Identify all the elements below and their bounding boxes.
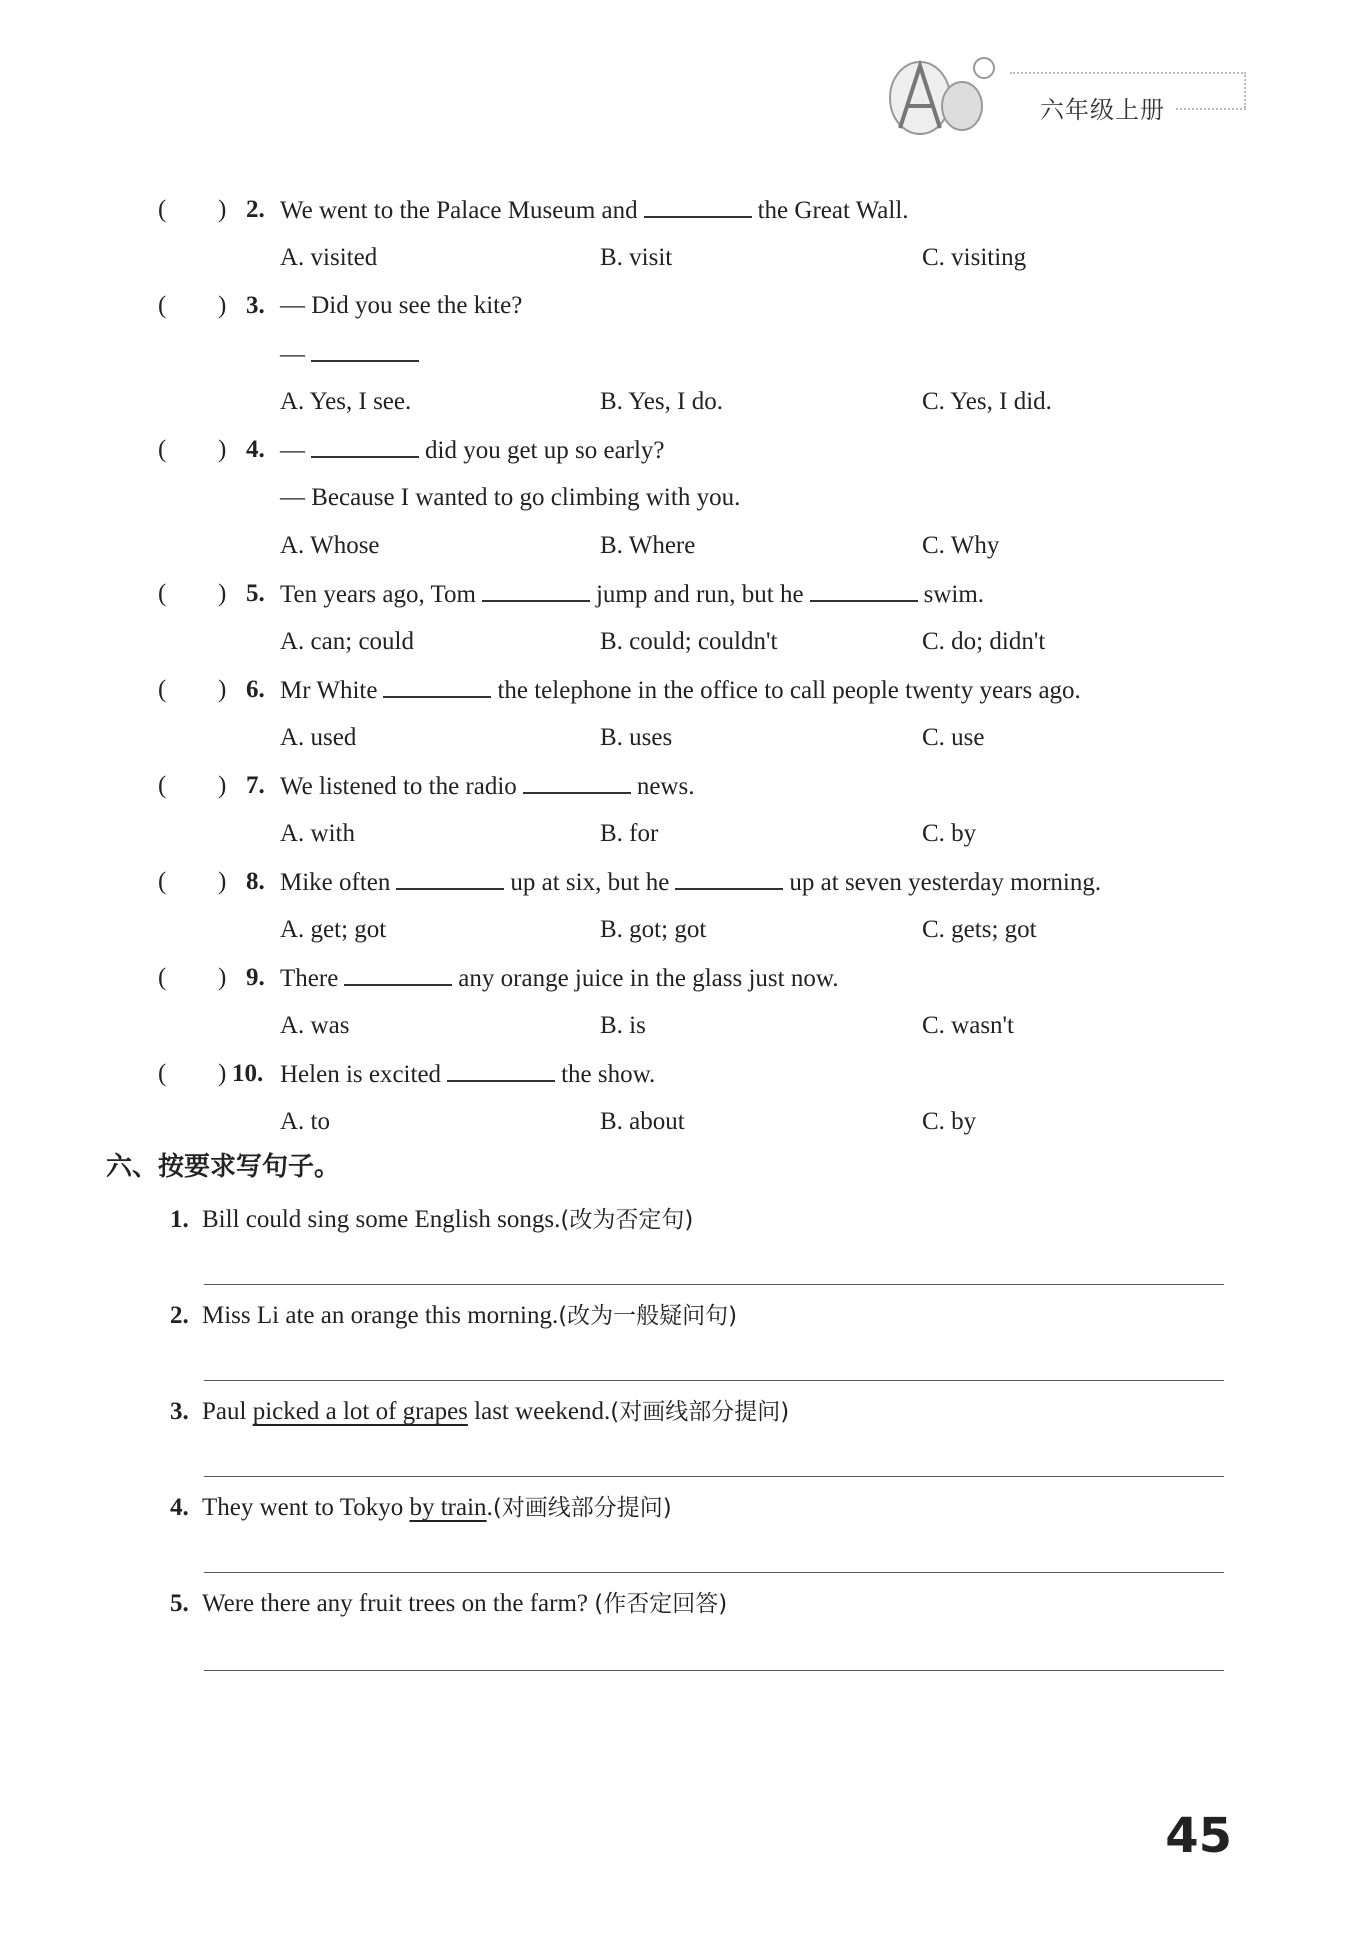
answer-paren-close[interactable]: ) — [218, 292, 227, 319]
question-number: 7. — [246, 772, 265, 799]
underlined-phrase: picked a lot of grapes — [252, 1398, 468, 1425]
item-number: 1. — [170, 1206, 189, 1233]
option-a[interactable]: A. Whose — [280, 532, 380, 559]
item-requirement: (改为一般疑问句) — [558, 1303, 738, 1329]
answer-paren-close[interactable]: ) — [218, 1060, 227, 1087]
fill-blank[interactable] — [675, 862, 783, 890]
rewrite-item-5 — [0, 1584, 1350, 1624]
option-b[interactable]: B. uses — [600, 724, 673, 751]
question-3-answer-line — [0, 334, 1350, 374]
section-six-title: 六、按要求写句子。 — [106, 1152, 341, 1182]
option-a[interactable]: A. get; got — [280, 916, 387, 943]
fill-blank[interactable] — [447, 1054, 555, 1082]
question-5 — [0, 574, 1350, 614]
question-8 — [0, 862, 1350, 902]
item-text: They went to Tokyo by train.(对画线部分提问) — [202, 1494, 672, 1521]
item-requirement: (对画线部分提问) — [492, 1495, 672, 1521]
question-5-options — [0, 622, 1350, 662]
option-c[interactable]: C. gets; got — [922, 916, 1037, 943]
rewrite-item-1 — [0, 1200, 1350, 1240]
item-number: 3. — [170, 1398, 189, 1425]
item-text: Paul picked a lot of grapes last weekend.(对画线部分提问) — [202, 1398, 790, 1425]
answer-paren-open: ( — [158, 436, 167, 463]
option-a[interactable]: A. visited — [280, 244, 378, 271]
question-6-options — [0, 718, 1350, 758]
question-text: Helen is excited the show. — [280, 1054, 655, 1095]
answer-paren-close[interactable]: ) — [218, 676, 227, 703]
answer-writing-line[interactable] — [204, 1284, 1224, 1285]
question-number: 6. — [246, 676, 265, 703]
item-requirement: (改为否定句) — [560, 1207, 694, 1233]
option-c[interactable]: C. Yes, I did. — [922, 388, 1052, 415]
answer-writing-line[interactable] — [204, 1380, 1224, 1381]
option-c[interactable]: C. use — [922, 724, 985, 751]
answer-paren-close[interactable]: ) — [218, 196, 227, 223]
question-number: 8. — [246, 868, 265, 895]
option-c[interactable]: C. wasn't — [922, 1012, 1015, 1039]
question-number: 2. — [246, 196, 265, 223]
answer-paren-open: ( — [158, 196, 167, 223]
question-text: We listened to the radio news. — [280, 766, 694, 807]
question-9 — [0, 958, 1350, 998]
item-text: Miss Li ate an orange this morning.(改为一般疑问句) — [202, 1302, 738, 1329]
answer-line-text: — — [280, 334, 425, 375]
question-8-options — [0, 910, 1350, 950]
option-b[interactable]: B. Yes, I do. — [600, 388, 723, 415]
underlined-phrase: by train — [409, 1494, 487, 1521]
item-text: Bill could sing some English songs.(改为否定句) — [202, 1206, 694, 1233]
option-a[interactable]: A. can; could — [280, 628, 414, 655]
option-a[interactable]: A. with — [280, 820, 355, 847]
option-c[interactable]: C. do; didn't — [922, 628, 1046, 655]
item-number: 4. — [170, 1494, 189, 1521]
question-text: — did you get up so early? — [280, 430, 665, 471]
answer-writing-line[interactable] — [204, 1572, 1224, 1573]
option-a[interactable]: A. used — [280, 724, 357, 751]
question-text: There any orange juice in the glass just now. — [280, 958, 839, 999]
question-7 — [0, 766, 1350, 806]
fill-blank[interactable] — [383, 670, 491, 698]
header-dotted-rule-lower — [1176, 108, 1246, 110]
fill-blank[interactable] — [344, 958, 452, 986]
fill-blank[interactable] — [523, 766, 631, 794]
option-c[interactable]: C. by — [922, 820, 977, 847]
question-7-options — [0, 814, 1350, 854]
question-4-options — [0, 526, 1350, 566]
page-number: 45 — [1165, 1808, 1232, 1864]
dialogue-reply: — Because I wanted to go climbing with you. — [280, 484, 741, 511]
page-header — [880, 48, 1250, 138]
answer-paren-open: ( — [158, 772, 167, 799]
fill-blank[interactable] — [644, 190, 752, 218]
option-c[interactable]: C. Why — [922, 532, 1000, 559]
question-number: 5. — [246, 580, 265, 607]
option-b[interactable]: B. Where — [600, 532, 696, 559]
option-c[interactable]: C. by — [922, 1108, 977, 1135]
answer-paren-open: ( — [158, 580, 167, 607]
option-b[interactable]: B. about — [600, 1108, 685, 1135]
answer-paren-close[interactable]: ) — [218, 580, 227, 607]
rewrite-item-4 — [0, 1488, 1350, 1528]
option-b[interactable]: B. got; got — [600, 916, 707, 943]
answer-paren-close[interactable]: ) — [218, 868, 227, 895]
option-b[interactable]: B. for — [600, 820, 659, 847]
answer-paren-open: ( — [158, 676, 167, 703]
question-6 — [0, 670, 1350, 710]
question-4 — [0, 430, 1350, 470]
question-2-options — [0, 238, 1350, 278]
option-a[interactable]: A. Yes, I see. — [280, 388, 412, 415]
rewrite-item-3 — [0, 1392, 1350, 1432]
item-requirement: (作否定回答) — [594, 1591, 728, 1617]
option-b[interactable]: B. is — [600, 1012, 646, 1039]
fill-blank[interactable] — [311, 430, 419, 458]
question-text: Mike often up at six, but he up at seven yesterday morning. — [280, 862, 1101, 903]
option-b[interactable]: B. could; couldn't — [600, 628, 778, 655]
header-dotted-edge — [1244, 72, 1246, 108]
question-text: Mr White the telephone in the office to call people twenty years ago. — [280, 670, 1081, 711]
question-10 — [0, 1054, 1350, 1094]
fill-blank[interactable] — [482, 574, 590, 602]
option-c[interactable]: C. visiting — [922, 244, 1027, 271]
answer-paren-open: ( — [158, 868, 167, 895]
question-number: 4. — [246, 436, 265, 463]
question-10-options — [0, 1102, 1350, 1142]
fill-blank[interactable] — [396, 862, 504, 890]
answer-paren-close[interactable]: ) — [218, 964, 227, 991]
question-number: 10. — [232, 1060, 264, 1087]
answer-writing-line[interactable] — [204, 1476, 1224, 1477]
question-3-options — [0, 382, 1350, 422]
option-b[interactable]: B. visit — [600, 244, 673, 271]
item-text: Were there any fruit trees on the farm? (作否定回答) — [202, 1590, 728, 1617]
header-dotted-rule — [1010, 72, 1246, 74]
rewrite-item-2 — [0, 1296, 1350, 1336]
question-3 — [0, 286, 1350, 326]
question-number: 9. — [246, 964, 265, 991]
question-4-second-line — [0, 478, 1350, 518]
option-a[interactable]: A. was — [280, 1012, 350, 1039]
question-text: We went to the Palace Museum and the Great Wall. — [280, 190, 909, 231]
question-text: Ten years ago, Tom jump and run, but he swim. — [280, 574, 984, 615]
question-number: 3. — [246, 292, 265, 319]
question-2 — [0, 190, 1350, 230]
answer-writing-line[interactable] — [204, 1670, 1224, 1671]
item-number: 2. — [170, 1302, 189, 1329]
fill-blank[interactable] — [311, 334, 419, 362]
question-9-options — [0, 1006, 1350, 1046]
item-requirement: (对画线部分提问) — [610, 1399, 790, 1425]
answer-paren-close[interactable]: ) — [218, 772, 227, 799]
answer-paren-close[interactable]: ) — [218, 436, 227, 463]
answer-paren-open: ( — [158, 292, 167, 319]
question-text: — Did you see the kite? — [280, 292, 523, 319]
item-number: 5. — [170, 1590, 189, 1617]
fill-blank[interactable] — [810, 574, 918, 602]
answer-paren-open: ( — [158, 1060, 167, 1087]
grade-label: 六年级上册 — [1040, 96, 1165, 124]
book-logo-icon — [880, 48, 1020, 138]
answer-paren-open: ( — [158, 964, 167, 991]
option-a[interactable]: A. to — [280, 1108, 330, 1135]
